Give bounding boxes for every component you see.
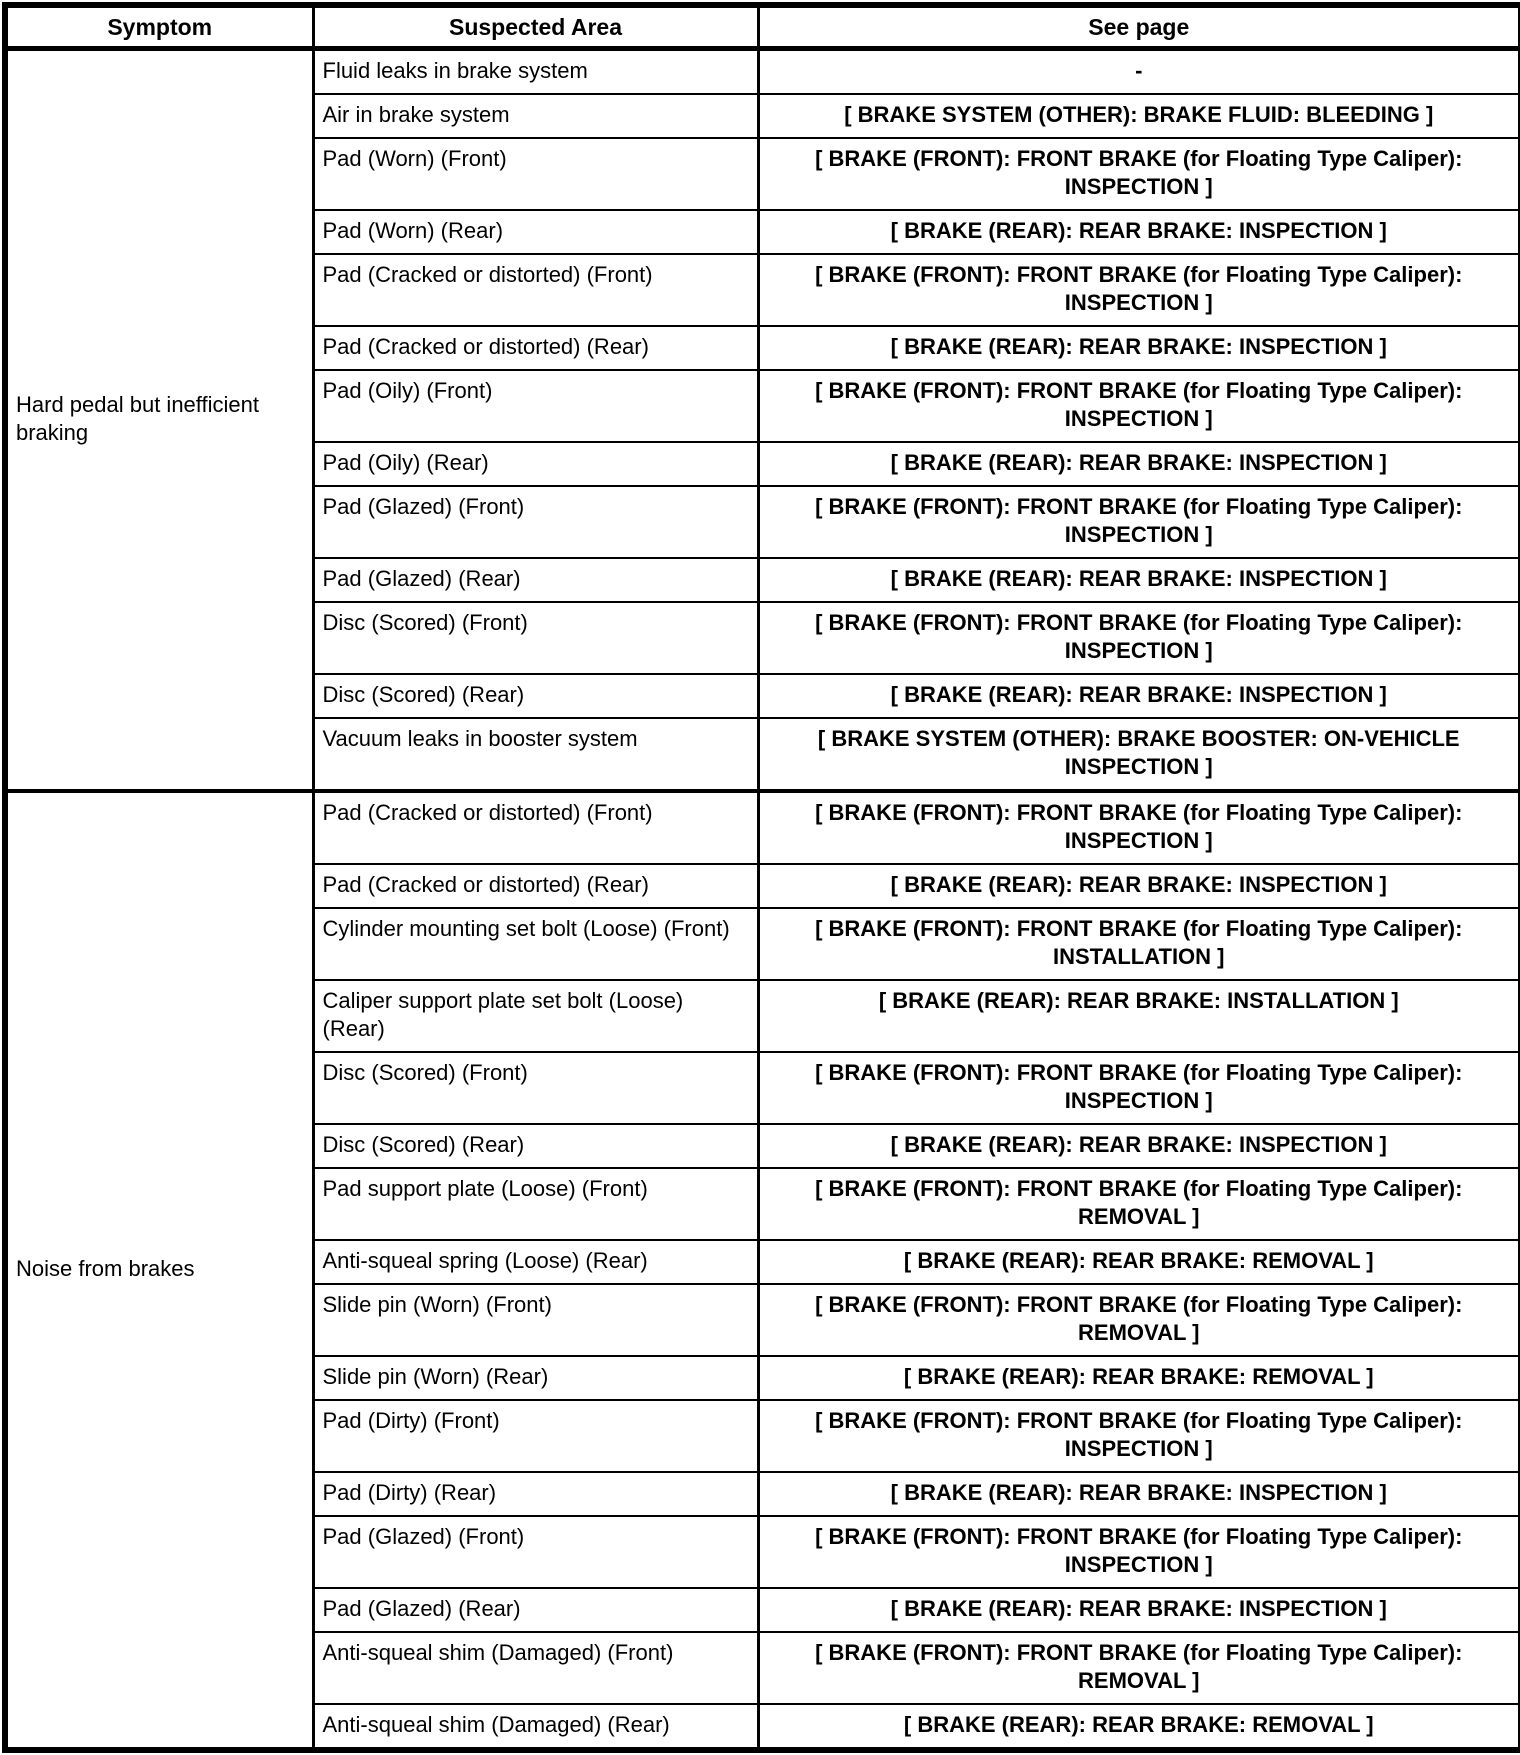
column-header-see-page: See page <box>758 5 1520 49</box>
table-header <box>5 5 1520 49</box>
symptom-group <box>5 49 1520 792</box>
suspected-area-cell: Pad (Dirty) (Front) <box>313 1400 758 1472</box>
see-page-cell <box>758 1284 1520 1356</box>
see-page-cell <box>758 602 1520 674</box>
suspected-area-cell: Disc (Scored) (Rear) <box>313 1124 758 1168</box>
see-page-cell <box>758 1588 1520 1632</box>
see-page-cell <box>758 49 1520 95</box>
see-page-cell <box>758 908 1520 980</box>
see-page-reference: [ BRAKE (REAR): REAR BRAKE: REMOVAL ] <box>903 1364 1374 1389</box>
column-header-suspected-area: Suspected Area <box>313 5 758 49</box>
see-page-cell <box>758 326 1520 370</box>
see-page-cell <box>758 718 1520 791</box>
see-page-reference: [ BRAKE (REAR): REAR BRAKE: INSPECTION ] <box>890 566 1387 591</box>
see-page-cell <box>758 210 1520 254</box>
symptom-cell: Noise from brakes <box>5 791 313 1750</box>
see-page-reference: [ BRAKE (REAR): REAR BRAKE: REMOVAL ] <box>903 1248 1374 1273</box>
suspected-area-cell: Pad (Cracked or distorted) (Front) <box>313 254 758 326</box>
see-page-reference: [ BRAKE (FRONT): FRONT BRAKE (for Floating Type Caliper): INSPECTION ] <box>815 1524 1463 1577</box>
see-page-cell <box>758 558 1520 602</box>
troubleshooting-table <box>2 2 1520 1753</box>
suspected-area-cell: Pad (Glazed) (Front) <box>313 486 758 558</box>
see-page-cell <box>758 1124 1520 1168</box>
see-page-reference: [ BRAKE (FRONT): FRONT BRAKE (for Floating Type Caliper): INSPECTION ] <box>815 800 1463 853</box>
see-page-cell <box>758 1168 1520 1240</box>
suspected-area-cell: Pad (Worn) (Front) <box>313 138 758 210</box>
suspected-area-cell: Pad support plate (Loose) (Front) <box>313 1168 758 1240</box>
see-page-cell <box>758 138 1520 210</box>
see-page-reference: [ BRAKE (FRONT): FRONT BRAKE (for Floating Type Caliper): INSPECTION ] <box>815 378 1463 431</box>
see-page-reference: [ BRAKE (FRONT): FRONT BRAKE (for Floating Type Caliper): INSPECTION ] <box>815 146 1463 199</box>
see-page-reference: [ BRAKE SYSTEM (OTHER): BRAKE FLUID: BLEEDING ] <box>844 102 1434 127</box>
see-page-reference: [ BRAKE (REAR): REAR BRAKE: INSPECTION ] <box>890 1132 1387 1157</box>
suspected-area-cell: Pad (Oily) (Rear) <box>313 442 758 486</box>
see-page-cell <box>758 486 1520 558</box>
symptom-group <box>5 791 1520 1750</box>
see-page-cell <box>758 1516 1520 1588</box>
see-page-reference: [ BRAKE (REAR): REAR BRAKE: INSTALLATION ] <box>878 988 1399 1013</box>
suspected-area-cell: Pad (Cracked or distorted) (Rear) <box>313 864 758 908</box>
suspected-area-cell: Anti-squeal shim (Damaged) (Rear) <box>313 1704 758 1750</box>
see-page-cell <box>758 94 1520 138</box>
see-page-reference: [ BRAKE (REAR): REAR BRAKE: INSPECTION ] <box>890 218 1387 243</box>
suspected-area-cell: Anti-squeal spring (Loose) (Rear) <box>313 1240 758 1284</box>
see-page-reference: [ BRAKE (REAR): REAR BRAKE: INSPECTION ] <box>890 450 1387 475</box>
see-page-reference: [ BRAKE (FRONT): FRONT BRAKE (for Floating Type Caliper): INSPECTION ] <box>815 494 1463 547</box>
suspected-area-cell: Air in brake system <box>313 94 758 138</box>
column-header-symptom: Symptom <box>5 5 313 49</box>
suspected-area-cell: Slide pin (Worn) (Front) <box>313 1284 758 1356</box>
see-page-reference: [ BRAKE (FRONT): FRONT BRAKE (for Floating Type Caliper): REMOVAL ] <box>815 1292 1463 1345</box>
suspected-area-cell: Pad (Glazed) (Rear) <box>313 558 758 602</box>
see-page-reference: [ BRAKE (REAR): REAR BRAKE: INSPECTION ] <box>890 1596 1387 1621</box>
table-row <box>5 791 1520 864</box>
table-row <box>5 49 1520 95</box>
suspected-area-cell: Pad (Glazed) (Rear) <box>313 1588 758 1632</box>
see-page-reference: [ BRAKE (FRONT): FRONT BRAKE (for Floating Type Caliper): INSPECTION ] <box>815 610 1463 663</box>
suspected-area-cell: Caliper support plate set bolt (Loose) (Rear) <box>313 980 758 1052</box>
see-page-cell <box>758 1400 1520 1472</box>
see-page-cell <box>758 1356 1520 1400</box>
suspected-area-cell: Disc (Scored) (Front) <box>313 602 758 674</box>
see-page-cell <box>758 1472 1520 1516</box>
suspected-area-cell: Disc (Scored) (Rear) <box>313 674 758 718</box>
see-page-cell <box>758 370 1520 442</box>
symptom-cell: Hard pedal but inefficient braking <box>5 49 313 792</box>
see-page-cell <box>758 980 1520 1052</box>
suspected-area-cell: Pad (Worn) (Rear) <box>313 210 758 254</box>
suspected-area-cell: Pad (Oily) (Front) <box>313 370 758 442</box>
see-page-cell <box>758 1052 1520 1124</box>
suspected-area-cell: Cylinder mounting set bolt (Loose) (Front) <box>313 908 758 980</box>
see-page-reference: [ BRAKE SYSTEM (OTHER): BRAKE BOOSTER: ON-VEHICLE INSPECTION ] <box>817 726 1460 779</box>
suspected-area-cell: Pad (Cracked or distorted) (Rear) <box>313 326 758 370</box>
header-row <box>5 5 1520 49</box>
see-page-reference: [ BRAKE (FRONT): FRONT BRAKE (for Floating Type Caliper): INSTALLATION ] <box>815 916 1463 969</box>
suspected-area-cell: Fluid leaks in brake system <box>313 49 758 95</box>
suspected-area-cell: Anti-squeal shim (Damaged) (Front) <box>313 1632 758 1704</box>
suspected-area-cell: Slide pin (Worn) (Rear) <box>313 1356 758 1400</box>
see-page-reference: [ BRAKE (REAR): REAR BRAKE: INSPECTION ] <box>890 1480 1387 1505</box>
see-page-cell <box>758 1704 1520 1750</box>
see-page-cell <box>758 1240 1520 1284</box>
see-page-cell <box>758 254 1520 326</box>
see-page-reference: [ BRAKE (FRONT): FRONT BRAKE (for Floating Type Caliper): INSPECTION ] <box>815 1060 1463 1113</box>
suspected-area-cell: Disc (Scored) (Front) <box>313 1052 758 1124</box>
see-page-cell <box>758 674 1520 718</box>
see-page-reference: [ BRAKE (REAR): REAR BRAKE: REMOVAL ] <box>903 1712 1374 1737</box>
see-page-cell <box>758 1632 1520 1704</box>
suspected-area-cell: Vacuum leaks in booster system <box>313 718 758 791</box>
suspected-area-cell: Pad (Dirty) (Rear) <box>313 1472 758 1516</box>
see-page-reference: [ BRAKE (FRONT): FRONT BRAKE (for Floating Type Caliper): INSPECTION ] <box>815 1408 1463 1461</box>
see-page-cell <box>758 442 1520 486</box>
see-page-cell <box>758 864 1520 908</box>
see-page-reference: [ BRAKE (REAR): REAR BRAKE: INSPECTION ] <box>890 872 1387 897</box>
suspected-area-cell: Pad (Cracked or distorted) (Front) <box>313 791 758 864</box>
see-page-reference: [ BRAKE (FRONT): FRONT BRAKE (for Floating Type Caliper): REMOVAL ] <box>815 1176 1463 1229</box>
see-page-reference: [ BRAKE (REAR): REAR BRAKE: INSPECTION ] <box>890 682 1387 707</box>
see-page-cell <box>758 791 1520 864</box>
see-page-reference: [ BRAKE (FRONT): FRONT BRAKE (for Floating Type Caliper): INSPECTION ] <box>815 262 1463 315</box>
suspected-area-cell: Pad (Glazed) (Front) <box>313 1516 758 1588</box>
see-page-reference: [ BRAKE (FRONT): FRONT BRAKE (for Floating Type Caliper): REMOVAL ] <box>815 1640 1463 1693</box>
see-page-reference: - <box>1135 58 1143 83</box>
see-page-reference: [ BRAKE (REAR): REAR BRAKE: INSPECTION ] <box>890 334 1387 359</box>
